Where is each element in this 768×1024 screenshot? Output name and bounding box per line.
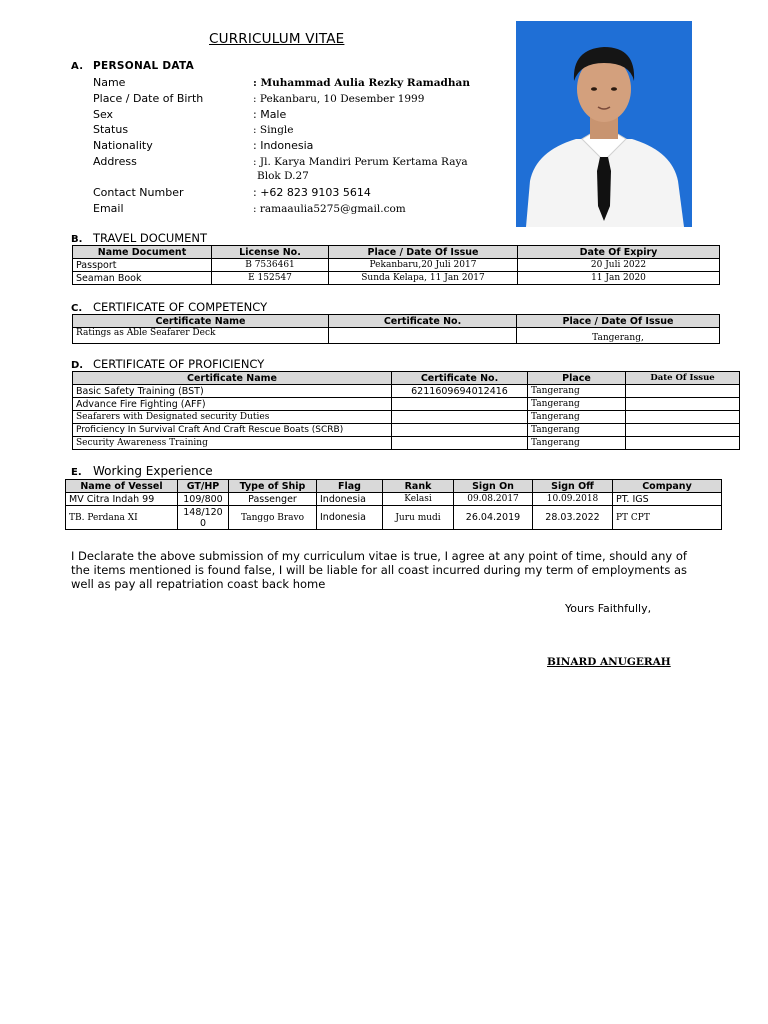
table-cell: 09.08.2017	[454, 493, 533, 506]
table-cell: Pekanbaru,20 Juli 2017	[329, 259, 518, 272]
table-cell: 10.09.2018	[533, 493, 613, 506]
table-cell: Advance Fire Fighting (AFF)	[73, 398, 392, 411]
table-row	[73, 424, 740, 437]
column-header: License No.	[212, 246, 329, 259]
column-header: Certificate Name	[73, 372, 392, 385]
sex-label: Sex	[93, 108, 114, 121]
proficiency-table	[72, 371, 740, 450]
table-cell: Tanggo Bravo	[229, 506, 317, 530]
table-row	[73, 385, 740, 398]
table-row	[73, 398, 740, 411]
table-cell: PT. IGS	[613, 493, 722, 506]
table-cell: Tangerang	[528, 398, 626, 411]
table-row	[66, 506, 722, 530]
travel-document-heading	[71, 231, 207, 245]
birth-value: : Pekanbaru, 10 Desember 1999	[253, 93, 425, 105]
column-header: Date Of Expiry	[518, 246, 720, 259]
experience-heading	[71, 464, 213, 478]
travel-document-table	[72, 245, 720, 285]
column-header: Flag	[317, 480, 383, 493]
person-portrait-icon	[516, 21, 692, 227]
column-header: Type of Ship	[229, 480, 317, 493]
table-cell: 109/800	[178, 493, 229, 506]
column-header: GT/HP	[178, 480, 229, 493]
table-cell: Seafarers with Designated security Duties	[73, 411, 392, 424]
column-header: Certificate No.	[329, 315, 517, 328]
section-letter: A.	[71, 61, 84, 72]
status-value: : Single	[253, 124, 294, 136]
nationality-label: Nationality	[93, 139, 153, 152]
table-cell: Passport	[73, 259, 212, 272]
table-cell	[626, 437, 740, 450]
sex-value: : Male	[253, 108, 287, 121]
table-header-row	[66, 480, 722, 493]
table-row	[73, 437, 740, 450]
competency-heading	[71, 300, 267, 314]
section-letter: C.	[71, 303, 83, 314]
table-row	[73, 259, 720, 272]
table-cell	[626, 398, 740, 411]
table-cell: Seaman Book	[73, 272, 212, 285]
personal-data-heading	[71, 60, 194, 72]
section-title: CERTIFICATE OF COMPETENCY	[93, 300, 268, 314]
column-header: Rank	[383, 480, 454, 493]
column-header: Name of Vessel	[66, 480, 178, 493]
email-value: : ramaaulia5275@gmail.com	[253, 203, 406, 215]
table-cell: Juru mudi	[383, 506, 454, 530]
closing-line: Yours Faithfully,	[565, 602, 652, 615]
section-title: TRAVEL DOCUMENT	[93, 231, 208, 245]
nationality-value: : Indonesia	[253, 139, 314, 152]
table-row	[66, 493, 722, 506]
table-row	[73, 411, 740, 424]
column-header: Certificate Name	[73, 315, 329, 328]
name-value: : Muhammad Aulia Rezky Ramadhan	[253, 77, 470, 89]
section-letter: E.	[71, 467, 82, 478]
section-letter: D.	[71, 360, 84, 371]
working-experience-table	[65, 479, 722, 530]
column-header: Date Of Issue	[626, 372, 740, 385]
table-cell: Indonesia	[317, 493, 383, 506]
table-cell: 26.04.2019	[454, 506, 533, 530]
table-cell: Tangerang	[528, 437, 626, 450]
table-cell	[392, 398, 528, 411]
table-cell: Proficiency In Survival Craft And Craft Rescue Boats (SCRB)	[73, 424, 392, 437]
column-header: Sign Off	[533, 480, 613, 493]
table-cell	[626, 385, 740, 398]
column-header: Place / Date Of Issue	[329, 246, 518, 259]
contact-label: Contact Number	[93, 186, 184, 199]
table-cell: E 152547	[212, 272, 329, 285]
table-header-row	[73, 246, 720, 259]
section-title: CERTIFICATE OF PROFICIENCY	[93, 357, 265, 371]
proficiency-heading	[71, 357, 264, 371]
competency-table	[72, 314, 720, 344]
table-cell: Security Awareness Training	[73, 437, 392, 450]
table-cell: Basic Safety Training (BST)	[73, 385, 392, 398]
table-cell: Ratings as Able Seafarer Deck	[73, 328, 329, 344]
column-header: Place	[528, 372, 626, 385]
status-label: Status	[93, 123, 129, 136]
table-cell: B 7536461	[212, 259, 329, 272]
table-cell: 11 Jan 2020	[518, 272, 720, 285]
column-header: Name Document	[73, 246, 212, 259]
table-cell: Kelasi	[383, 493, 454, 506]
column-header: Certificate No.	[392, 372, 528, 385]
column-header: Company	[613, 480, 722, 493]
table-cell	[329, 328, 517, 344]
table-cell: Tangerang	[528, 411, 626, 424]
table-cell	[392, 424, 528, 437]
birth-label: Place / Date of Birth	[93, 92, 204, 105]
address-value-line2: Blok D.27	[257, 170, 309, 182]
profile-photo	[516, 21, 692, 227]
column-header: Sign On	[454, 480, 533, 493]
table-cell: 28.03.2022	[533, 506, 613, 530]
declaration-paragraph: I Declarate the above submission of my curriculum vitae is true, I agree at any point of time, should any of the items mentioned is found false, I will be liable for all coast incurred during my term of employments as well as pay all repatriation coast back home	[71, 549, 688, 591]
column-header: Place / Date Of Issue	[517, 315, 720, 328]
table-cell: 6211609694012416	[392, 385, 528, 398]
table-cell	[392, 411, 528, 424]
section-letter: B.	[71, 234, 83, 245]
table-cell: Tangerang	[528, 385, 626, 398]
address-label: Address	[93, 155, 137, 168]
table-cell: Passenger	[229, 493, 317, 506]
page-title: CURRICULUM VITAE	[209, 31, 345, 47]
section-title: PERSONAL DATA	[93, 60, 195, 72]
table-row	[73, 328, 720, 344]
table-cell: 20 Juli 2022	[518, 259, 720, 272]
table-header-row	[73, 372, 740, 385]
table-header-row	[73, 315, 720, 328]
address-value: : Jl. Karya Mandiri Perum Kertama Raya	[253, 156, 468, 168]
table-cell: TB. Perdana XI	[66, 506, 178, 530]
table-cell: MV Citra Indah 99	[66, 493, 178, 506]
table-cell: PT CPT	[613, 506, 722, 530]
table-cell: Indonesia	[317, 506, 383, 530]
table-cell: Sunda Kelapa, 11 Jan 2017	[329, 272, 518, 285]
table-cell	[626, 424, 740, 437]
table-cell	[626, 411, 740, 424]
signer-name: BINARD ANUGERAH	[547, 656, 671, 668]
email-label: Email	[93, 202, 124, 215]
name-label: Name	[93, 76, 126, 89]
section-title: Working Experience	[93, 464, 213, 478]
contact-value: : +62 823 9103 5614	[253, 186, 371, 199]
table-cell: Tangerang,	[517, 328, 720, 344]
table-cell: 148/1200	[178, 506, 229, 530]
table-cell: Tangerang	[528, 424, 626, 437]
table-cell	[392, 437, 528, 450]
table-row	[73, 272, 720, 285]
